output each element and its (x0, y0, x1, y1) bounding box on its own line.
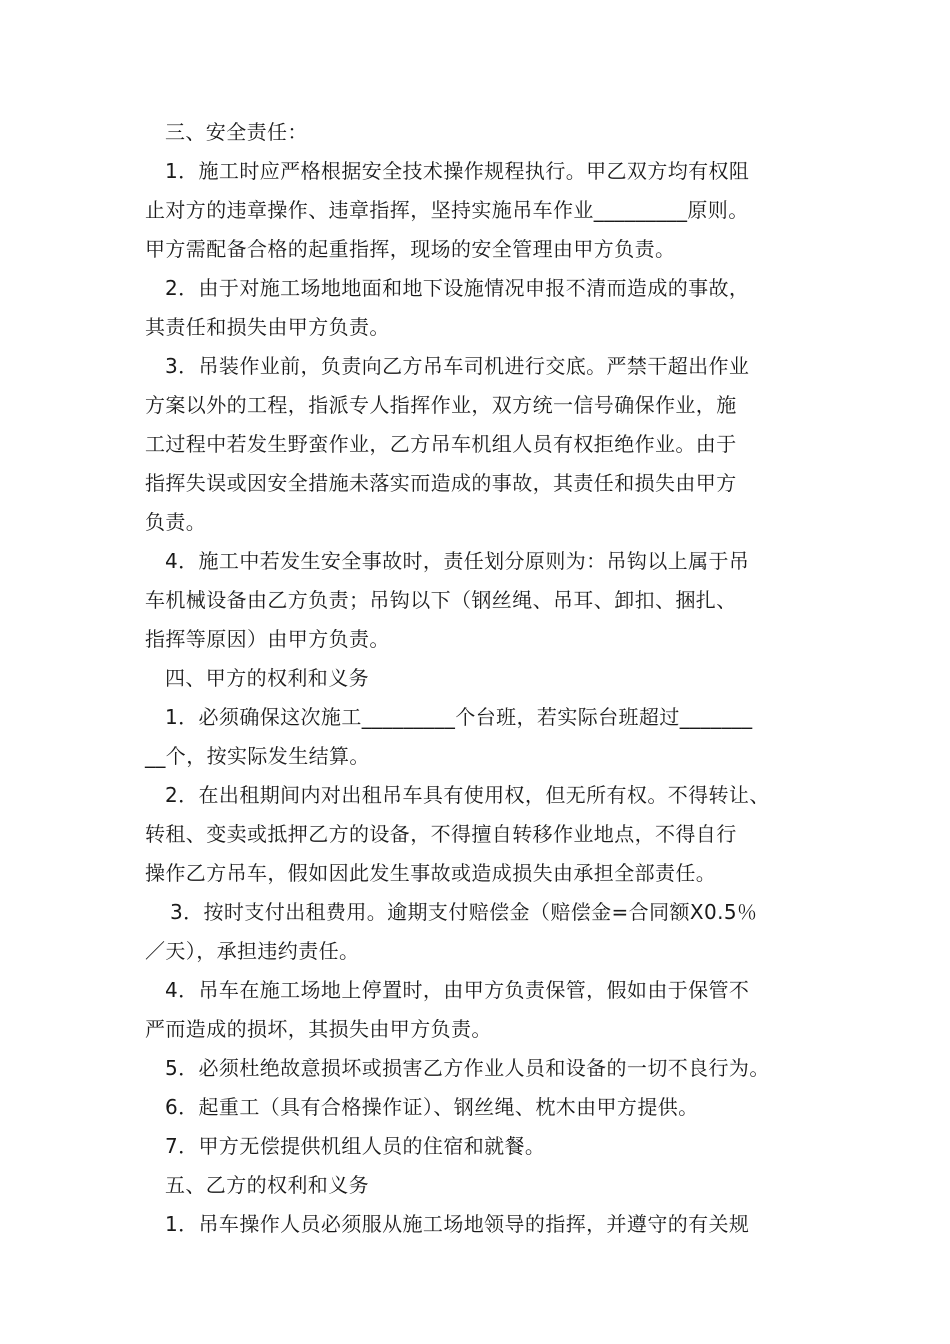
paragraph-line: ／天），承担违约责任。 (145, 939, 360, 963)
paragraph-line: 严而造成的损坏，其损失由甲方负责。 (145, 1017, 492, 1041)
section-heading-party-a: 四、甲方的权利和义务 (165, 666, 369, 690)
paragraph-line: 4．施工中若发生安全事故时，责任划分原则为：吊钩以上属于吊 (165, 549, 750, 573)
paragraph-line: 2．由于对施工场地地面和地下设施情况申报不清而造成的事故， (165, 276, 750, 300)
paragraph-line: 止对方的违章操作、违章指挥，坚持实施吊车作业_________原则。 (145, 198, 749, 222)
section-heading-party-b: 五、乙方的权利和义务 (165, 1173, 369, 1197)
paragraph-line: 其责任和损失由甲方负责。 (145, 315, 390, 339)
paragraph-line: 2．在出租期间内对出租吊车具有使用权，但无所有权。不得转让、 (165, 783, 770, 807)
paragraph-line: 操作乙方吊车，假如因此发生事故或造成损失由承担全部责任。 (145, 861, 717, 885)
paragraph-line: 工过程中若发生野蛮作业，乙方吊车机组人员有权拒绝作业。由于 (145, 432, 737, 456)
paragraph-line: 1．施工时应严格根据安全技术操作规程执行。甲乙双方均有权阻 (165, 159, 750, 183)
paragraph-line: 车机械设备由乙方负责；吊钩以下（钢丝绳、吊耳、卸扣、捆扎、 (145, 588, 737, 612)
paragraph-line: 1．吊车操作人员必须服从施工场地领导的指挥，并遵守的有关规 (165, 1212, 750, 1236)
paragraph-line: 负责。 (145, 510, 207, 534)
paragraph-line: 3．吊装作业前，负责向乙方吊车司机进行交底。严禁干超出作业 (165, 354, 750, 378)
paragraph-line: 指挥失误或因安全措施未落实而造成的事故，其责任和损失由甲方 (145, 471, 737, 495)
section-heading-safety: 三、安全责任： (165, 120, 308, 144)
paragraph-line: 3．按时支付出租费用。逾期支付赔偿金（赔偿金=合同额X0.5％ (170, 900, 758, 924)
paragraph-line: __个，按实际发生结算。 (145, 744, 370, 768)
paragraph-line: 甲方需配备合格的起重指挥，现场的安全管理由甲方负责。 (145, 237, 676, 261)
paragraph-line: 转租、变卖或抵押乙方的设备，不得擅自转移作业地点，不得自行 (145, 822, 737, 846)
paragraph-line: 6．起重工（具有合格操作证）、钢丝绳、枕木由甲方提供。 (165, 1095, 699, 1119)
paragraph-line: 1．必须确保这次施工_________个台班，若实际台班超过_______ (165, 705, 753, 729)
paragraph-line: 4．吊车在施工场地上停置时，由甲方负责保管，假如由于保管不 (165, 978, 750, 1002)
paragraph-line: 5．必须杜绝故意损坏或损害乙方作业人员和设备的一切不良行为。 (165, 1056, 770, 1080)
paragraph-line: 7．甲方无偿提供机组人员的住宿和就餐。 (165, 1134, 546, 1158)
paragraph-line: 方案以外的工程，指派专人指挥作业，双方统一信号确保作业，施 (145, 393, 737, 417)
paragraph-line: 指挥等原因）由甲方负责。 (145, 627, 390, 651)
